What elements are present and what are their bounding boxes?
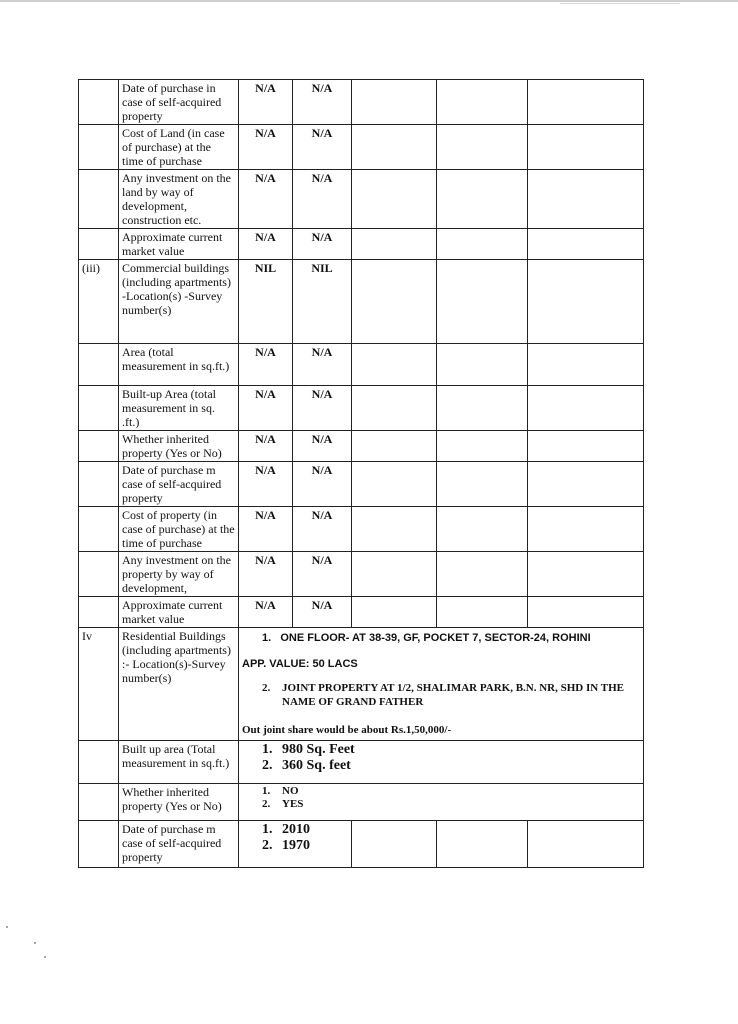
value-cell-2: N/A — [293, 229, 352, 260]
row-number — [79, 552, 119, 597]
residential-location-1: ONE FLOOR- AT 38-39, GF, POCKET 7, SECTOR-24, ROHINI — [280, 632, 591, 644]
scan-speck — [44, 956, 46, 958]
empty-cell — [528, 80, 644, 125]
list-item: 1. 980 Sq. Feet — [262, 742, 355, 757]
empty-cell — [528, 462, 644, 507]
table-row — [79, 386, 644, 431]
empty-cell — [352, 552, 437, 597]
empty-cell — [352, 80, 437, 125]
list-item: 2. 1970 — [262, 838, 310, 853]
row-number — [79, 821, 119, 868]
property-table — [78, 79, 644, 868]
value-cell-2: N/A — [293, 597, 352, 628]
empty-cell — [352, 344, 437, 386]
value-cell-2: N/A — [293, 552, 352, 597]
table-row — [79, 431, 644, 462]
value-cell-1: N/A — [239, 462, 293, 507]
row-label: Date of purchase m case of self-acquired property — [119, 462, 239, 507]
row-number — [79, 741, 119, 784]
value-cell-2: N/A — [293, 344, 352, 386]
value-cell-2: N/A — [293, 125, 352, 170]
inherited-values — [239, 784, 644, 821]
empty-cell — [528, 507, 644, 552]
list-number: 1. — [262, 632, 272, 644]
scan-mark — [560, 3, 680, 4]
value-cell-1: N/A — [239, 386, 293, 431]
row-label: Any investment on the property by way of development, — [119, 552, 239, 597]
value-cell-1: N/A — [239, 125, 293, 170]
empty-cell — [352, 229, 437, 260]
row-label: Date of purchase m case of self-acquired property — [119, 821, 239, 868]
residential-location-2: JOINT PROPERTY AT 1/2, SHALIMAR PARK, B.N. NR, SHD IN THE NAME OF GRAND FATHER — [282, 682, 624, 708]
row-number — [79, 462, 119, 507]
empty-cell — [352, 431, 437, 462]
empty-cell — [352, 386, 437, 431]
empty-cell — [437, 125, 528, 170]
row-number — [79, 344, 119, 386]
empty-cell — [437, 821, 528, 868]
property-table-body — [79, 80, 644, 868]
row-number — [79, 386, 119, 431]
list-item: 2. 360 Sq. feet — [262, 758, 351, 773]
value-cell-1: N/A — [239, 431, 293, 462]
value-cell-1: N/A — [239, 229, 293, 260]
empty-cell — [528, 386, 644, 431]
purchase-values — [239, 821, 352, 868]
list-item: 1. 2010 — [262, 822, 310, 837]
empty-cell — [352, 597, 437, 628]
empty-cell — [352, 821, 437, 868]
residential-details — [239, 628, 644, 741]
table-row — [79, 344, 644, 386]
scan-speck — [34, 942, 36, 944]
row-number — [79, 229, 119, 260]
empty-cell — [528, 170, 644, 229]
value-cell-2: N/A — [293, 170, 352, 229]
table-row — [79, 552, 644, 597]
row-label: Commercial buildings (including apartments) -Location(s) -Survey number(s) — [119, 260, 239, 344]
table-row — [79, 260, 644, 344]
builtup-values — [239, 741, 644, 784]
row-number — [79, 80, 119, 125]
row-label: Whether inherited property (Yes or No) — [119, 784, 239, 821]
row-label: Date of purchase in case of self-acquired property — [119, 80, 239, 125]
table-row-purchase — [79, 821, 644, 868]
empty-cell — [352, 462, 437, 507]
empty-cell — [437, 229, 528, 260]
scan-edge — [0, 0, 738, 2]
value-cell-2: N/A — [293, 431, 352, 462]
row-number — [79, 784, 119, 821]
table-row-inherited — [79, 784, 644, 821]
empty-cell — [352, 125, 437, 170]
residential-app-value: APP. VALUE: 50 LACS — [242, 658, 358, 670]
row-number — [79, 597, 119, 628]
empty-cell — [437, 507, 528, 552]
row-label: Cost of Land (in case of purchase) at the time of purchase — [119, 125, 239, 170]
row-label: Cost of property (in case of purchase) at the time of purchase — [119, 507, 239, 552]
empty-cell — [352, 260, 437, 344]
empty-cell — [437, 552, 528, 597]
value-cell-1: N/A — [239, 170, 293, 229]
row-label: Built-up Area (total measurement in sq. .ft.) — [119, 386, 239, 431]
empty-cell — [528, 344, 644, 386]
empty-cell — [437, 386, 528, 431]
residential-joint-share: Out joint share would be about Rs.1,50,000/- — [242, 724, 452, 736]
scan-speck — [6, 926, 8, 928]
empty-cell — [437, 597, 528, 628]
row-number: Iv — [79, 628, 119, 741]
row-number — [79, 507, 119, 552]
empty-cell — [437, 462, 528, 507]
value-cell-2: N/A — [293, 386, 352, 431]
row-label: Residential Buildings (including apartments) :- Location(s)-Survey number(s) — [119, 628, 239, 741]
table-row-builtup — [79, 741, 644, 784]
empty-cell — [437, 260, 528, 344]
row-number — [79, 431, 119, 462]
value-cell-1: N/A — [239, 344, 293, 386]
value-cell-2: NIL — [293, 260, 352, 344]
table-row — [79, 80, 644, 125]
row-label: Approximate current market value — [119, 229, 239, 260]
empty-cell — [528, 431, 644, 462]
table-row — [79, 125, 644, 170]
table-row — [79, 462, 644, 507]
table-row — [79, 507, 644, 552]
row-label: Approximate current market value — [119, 597, 239, 628]
empty-cell — [528, 552, 644, 597]
value-cell-2: N/A — [293, 507, 352, 552]
list-item: 1. NO — [262, 785, 299, 797]
empty-cell — [528, 125, 644, 170]
table-row — [79, 597, 644, 628]
empty-cell — [352, 170, 437, 229]
empty-cell — [528, 821, 644, 868]
empty-cell — [352, 507, 437, 552]
value-cell-2: N/A — [293, 462, 352, 507]
row-label: Area (total measurement in sq.ft.) — [119, 344, 239, 386]
table-row — [79, 229, 644, 260]
table-row — [79, 170, 644, 229]
row-label: Whether inherited property (Yes or No) — [119, 431, 239, 462]
list-item: 2. YES — [262, 798, 304, 810]
empty-cell — [437, 170, 528, 229]
list-number: 2. — [262, 682, 271, 694]
empty-cell — [528, 260, 644, 344]
empty-cell — [528, 229, 644, 260]
residential-line-1 — [242, 631, 638, 645]
table-row-residential — [79, 628, 644, 741]
residential-line-2 — [242, 681, 638, 709]
row-label: Any investment on the land by way of development, construction etc. — [119, 170, 239, 229]
value-cell-1: N/A — [239, 80, 293, 125]
value-cell-1: N/A — [239, 597, 293, 628]
empty-cell — [437, 344, 528, 386]
row-number — [79, 170, 119, 229]
row-label: Built up area (Total measurement in sq.ft.) — [119, 741, 239, 784]
value-cell-1: N/A — [239, 507, 293, 552]
empty-cell — [437, 80, 528, 125]
value-cell-1: N/A — [239, 552, 293, 597]
row-number — [79, 125, 119, 170]
value-cell-2: N/A — [293, 80, 352, 125]
empty-cell — [528, 597, 644, 628]
empty-cell — [437, 431, 528, 462]
value-cell-1: NIL — [239, 260, 293, 344]
row-number: (iii) — [79, 260, 119, 344]
